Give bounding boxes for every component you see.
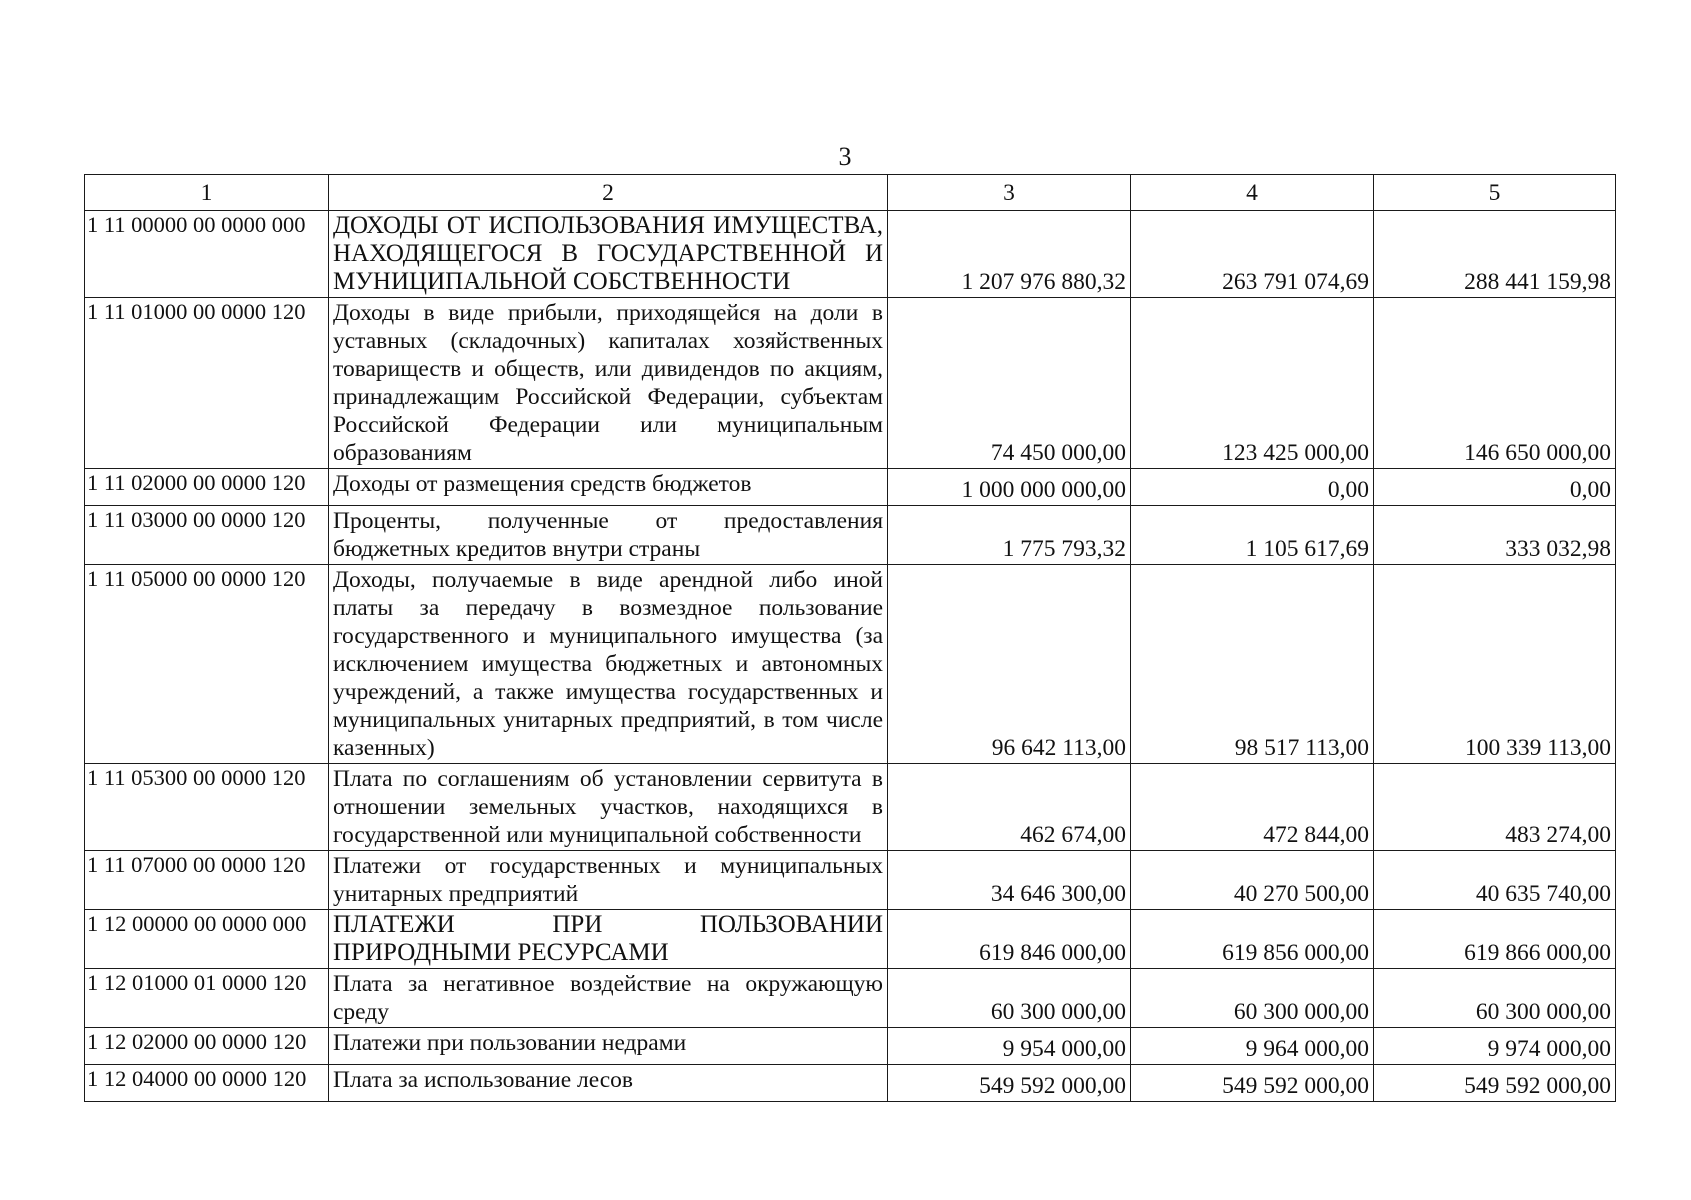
amount-col5-cell: 40 635 740,00 [1374,851,1616,910]
amount-col3-cell: 619 846 000,00 [888,910,1131,969]
budget-code-cell: 1 12 04000 00 0000 120 [85,1065,329,1102]
header-cell: 3 [888,175,1131,211]
table-row [85,298,1616,469]
amount-col4-cell: 0,00 [1131,469,1374,506]
budget-code-cell: 1 11 00000 00 0000 000 [85,211,329,298]
budget-code-cell: 1 11 03000 00 0000 120 [85,506,329,565]
amount-col3-cell: 96 642 113,00 [888,565,1131,764]
budget-code-cell: 1 11 02000 00 0000 120 [85,469,329,506]
amount-col5-cell: 333 032,98 [1374,506,1616,565]
amount-col4-cell: 60 300 000,00 [1131,969,1374,1028]
amount-col4-cell: 549 592 000,00 [1131,1065,1374,1102]
amount-col4-cell: 263 791 074,69 [1131,211,1374,298]
amount-col3-cell: 462 674,00 [888,764,1131,851]
revenue-name-cell: Плата по соглашениям об установлении сервитута в отношении земельных участков, находящихся в государственной или муниципальной собственности [329,764,888,851]
budget-code-cell: 1 11 05300 00 0000 120 [85,764,329,851]
budget-code-cell: 1 12 02000 00 0000 120 [85,1028,329,1065]
revenue-name-cell: Плата за использование лесов [329,1065,888,1102]
amount-col3-cell: 74 450 000,00 [888,298,1131,469]
amount-col5-cell: 60 300 000,00 [1374,969,1616,1028]
amount-col3-cell: 549 592 000,00 [888,1065,1131,1102]
amount-col5-cell: 288 441 159,98 [1374,211,1616,298]
table-row [85,211,1616,298]
revenue-name-cell: Платежи при пользовании недрами [329,1028,888,1065]
revenue-name-cell: ПЛАТЕЖИ ПРИ ПОЛЬЗОВАНИИ ПРИРОДНЫМИ РЕСУРСАМИ [329,910,888,969]
amount-col5-cell: 619 866 000,00 [1374,910,1616,969]
amount-col4-cell: 98 517 113,00 [1131,565,1374,764]
table-row [85,969,1616,1028]
revenue-name-cell: Доходы, получаемые в виде арендной либо иной платы за передачу в возмездное пользование государственного и муниципального имущества (за исключением имущества бюджетных и автономных учреждений, а также имущества государственных и муниципальных унитарных предприятий, в том числе казенных) [329,565,888,764]
amount-col3-cell: 1 000 000 000,00 [888,469,1131,506]
revenue-name-cell: Проценты, полученные от предоставления бюджетных кредитов внутри страны [329,506,888,565]
table-header-row [85,175,1616,211]
amount-col5-cell: 549 592 000,00 [1374,1065,1616,1102]
amount-col5-cell: 483 274,00 [1374,764,1616,851]
amount-col4-cell: 9 964 000,00 [1131,1028,1374,1065]
table-row [85,910,1616,969]
table-row [85,1065,1616,1102]
amount-col3-cell: 1 775 793,32 [888,506,1131,565]
budget-code-cell: 1 11 01000 00 0000 120 [85,298,329,469]
header-cell: 2 [329,175,888,211]
revenue-name-cell: Плата за негативное воздействие на окружающую среду [329,969,888,1028]
budget-code-cell: 1 12 01000 01 0000 120 [85,969,329,1028]
header-cell: 1 [85,175,329,211]
header-cell: 5 [1374,175,1616,211]
revenue-name-cell: Доходы от размещения средств бюджетов [329,469,888,506]
table-row [85,764,1616,851]
amount-col3-cell: 1 207 976 880,32 [888,211,1131,298]
amount-col5-cell: 9 974 000,00 [1374,1028,1616,1065]
amount-col5-cell: 0,00 [1374,469,1616,506]
table-row [85,565,1616,764]
amount-col4-cell: 1 105 617,69 [1131,506,1374,565]
amount-col3-cell: 60 300 000,00 [888,969,1131,1028]
header-cell: 4 [1131,175,1374,211]
revenue-name-cell: Доходы в виде прибыли, приходящейся на доли в уставных (складочных) капиталах хозяйственных товариществ и обществ, или дивидендов по акциям, принадлежащим Российской Федерации, субъектам Российской Федерации или муниципальным образованиям [329,298,888,469]
amount-col4-cell: 619 856 000,00 [1131,910,1374,969]
revenue-name-cell: Платежи от государственных и муниципальных унитарных предприятий [329,851,888,910]
budget-code-cell: 1 12 00000 00 0000 000 [85,910,329,969]
amount-col5-cell: 100 339 113,00 [1374,565,1616,764]
budget-code-cell: 1 11 05000 00 0000 120 [85,565,329,764]
table-row [85,1028,1616,1065]
amount-col5-cell: 146 650 000,00 [1374,298,1616,469]
amount-col4-cell: 472 844,00 [1131,764,1374,851]
amount-col4-cell: 40 270 500,00 [1131,851,1374,910]
budget-code-cell: 1 11 07000 00 0000 120 [85,851,329,910]
revenue-name-cell: ДОХОДЫ ОТ ИСПОЛЬЗОВАНИЯ ИМУЩЕСТВА, НАХОДЯЩЕГОСЯ В ГОСУДАРСТВЕННОЙ И МУНИЦИПАЛЬНОЙ СОБСТВЕННОСТИ [329,211,888,298]
amount-col4-cell: 123 425 000,00 [1131,298,1374,469]
budget-revenue-table [84,174,1616,1102]
amount-col3-cell: 9 954 000,00 [888,1028,1131,1065]
page-number: 3 [838,142,852,171]
amount-col3-cell: 34 646 300,00 [888,851,1131,910]
table-row [85,851,1616,910]
table-row [85,506,1616,565]
table-row [85,469,1616,506]
